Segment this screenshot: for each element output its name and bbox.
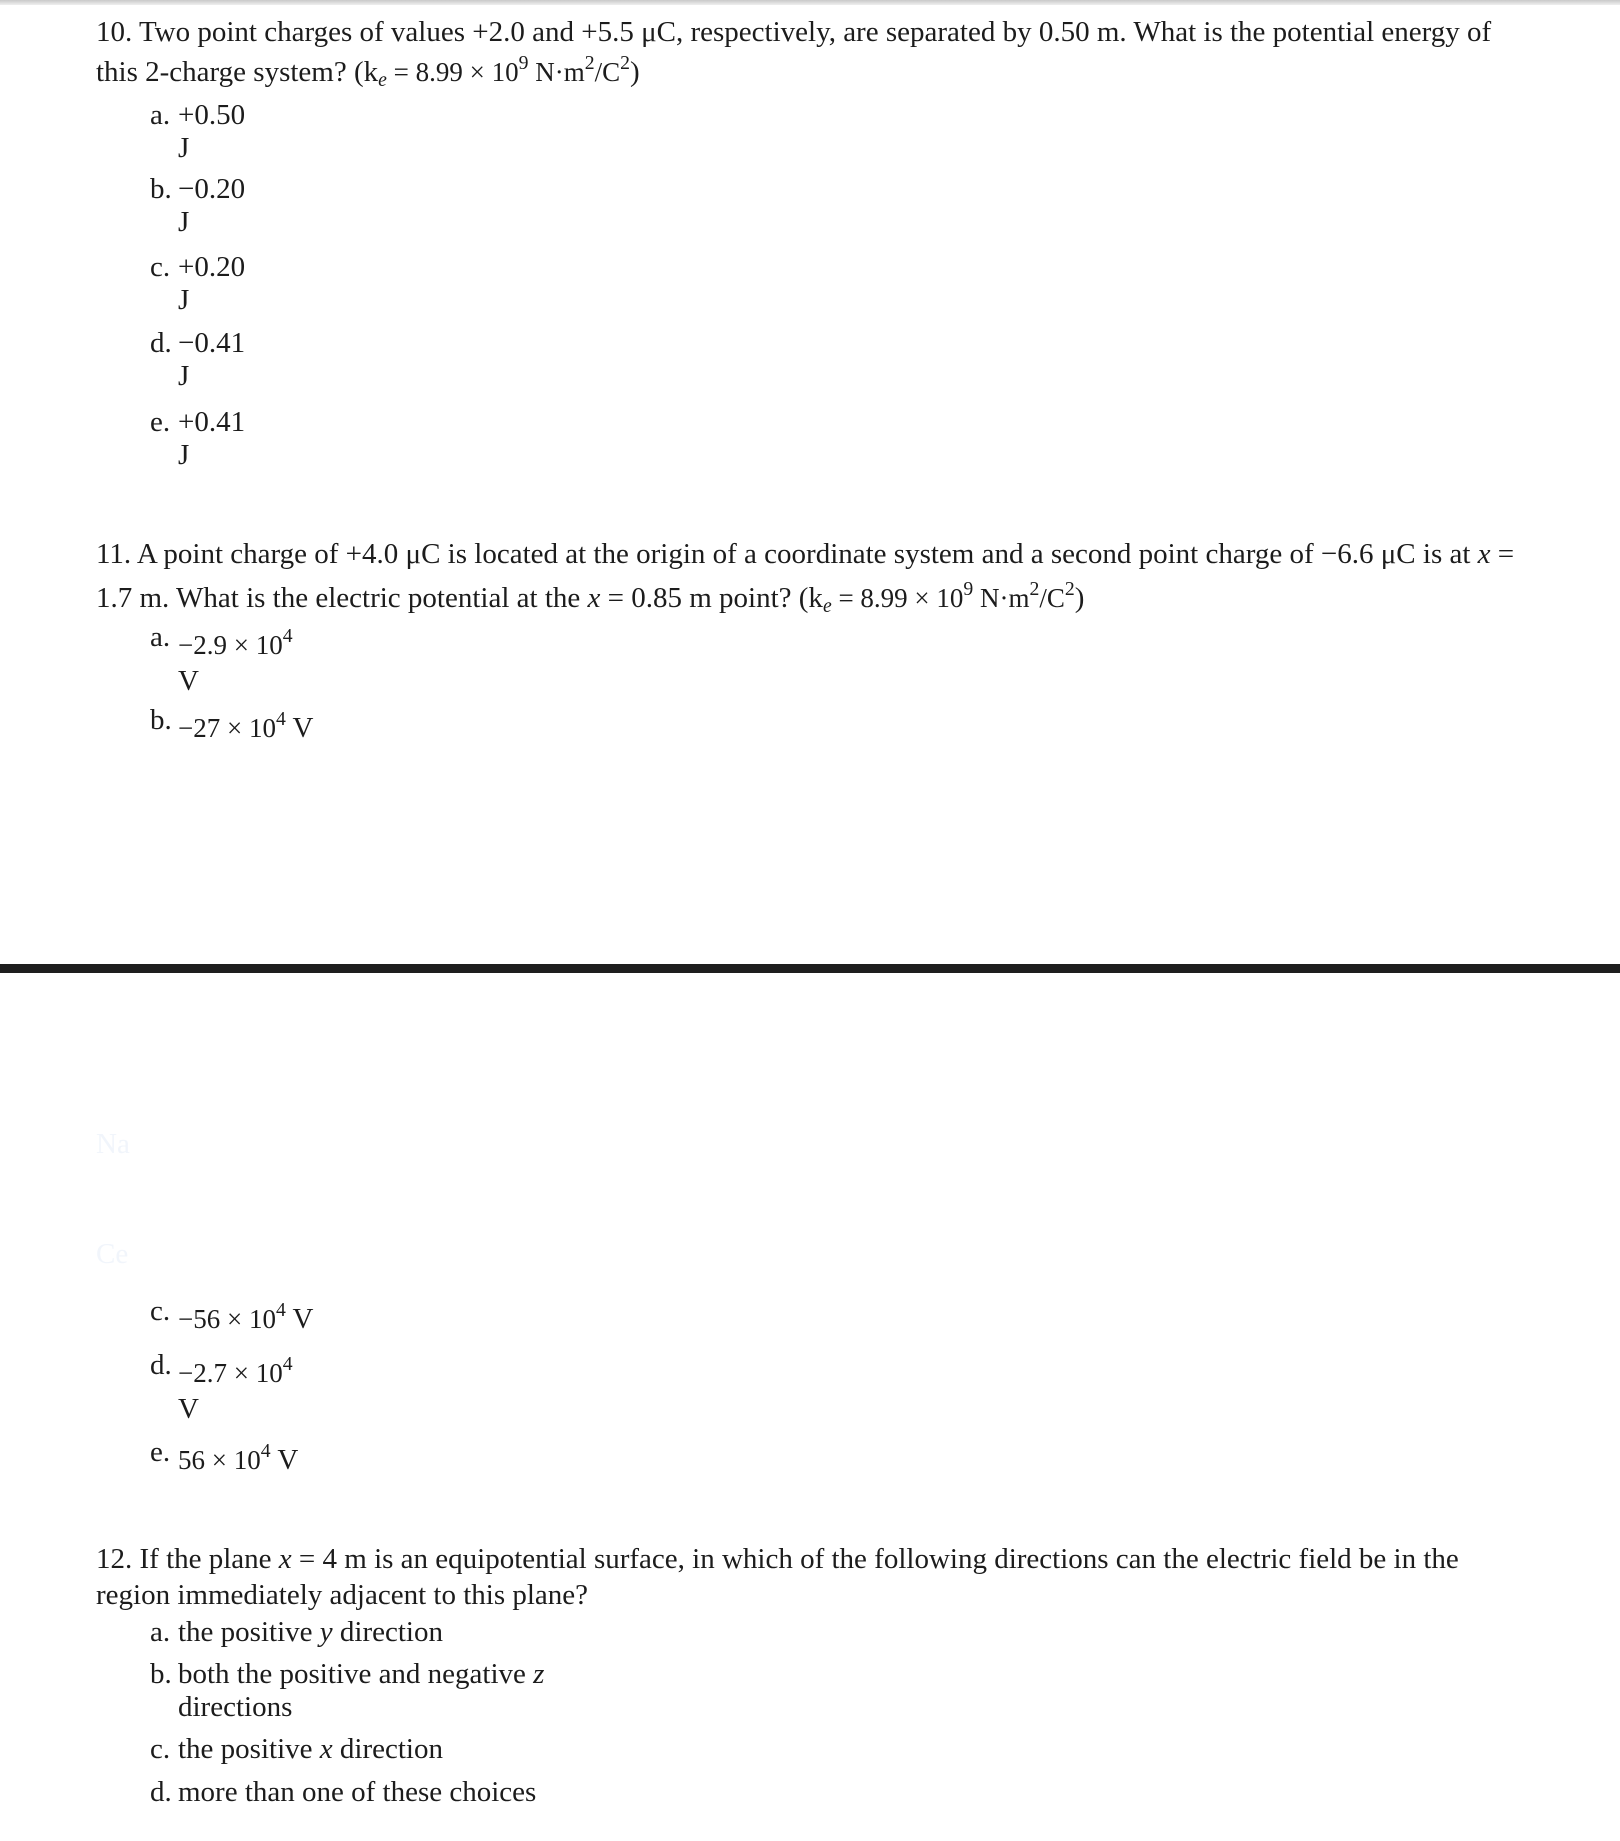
q10-option-d[interactable]: d. −0.41 J xyxy=(150,327,246,392)
faint-course-text: Ce xyxy=(96,1238,129,1270)
question-12-line-2: region immediately adjacent to this plane? xyxy=(96,1579,589,1611)
question-10-text xyxy=(96,12,1546,92)
q10-option-e[interactable]: e. +0.41 J xyxy=(150,406,246,471)
q12-option-c[interactable]: c. the positive x direction xyxy=(150,1733,443,1765)
q11-option-b[interactable]: b. $-27 \times 10^4$ V xyxy=(150,704,314,744)
question-11-line-2: 1.7 m. What is the electric potential at the x = 0.85 m point? ($k_e = 8.99 \times 10^9$ $N\cdot m^2/C^2$) xyxy=(96,577,1085,617)
question-10-line-2: this 2-charge system? ($k_e = 8.99 \times 10^9$ $N\cdot m^2/C^2$) xyxy=(96,51,640,91)
q11-option-c[interactable]: c. $-56 \times 10^4$ V xyxy=(150,1295,314,1335)
question-11-text xyxy=(96,532,1596,620)
page-break-divider xyxy=(0,964,1620,973)
question-11-line-1: 11. A point charge of +4.0 μC is located at the origin of a coordinate system and a second point charge of −6.6 μC is at x = xyxy=(96,538,1515,570)
top-border-line xyxy=(0,0,1620,5)
q12-option-d[interactable]: d. more than one of these choices xyxy=(150,1776,537,1808)
q10-option-a[interactable]: a. +0.50 J xyxy=(150,99,246,164)
faint-name-text: Na xyxy=(96,1128,130,1160)
question-12-line-1: 12. If the plane x = 4 m is an equipotential surface, in which of the following directions can the electric field be in the xyxy=(96,1543,1459,1575)
q10-option-c[interactable]: c. +0.20 J xyxy=(150,251,246,316)
q12-option-a[interactable]: a. the positive y direction xyxy=(150,1616,443,1648)
q12-option-b[interactable]: b. both the positive and negative z directions xyxy=(150,1658,545,1723)
q10-option-b[interactable]: b. −0.20 J xyxy=(150,173,246,238)
q11-option-e[interactable]: e. $56 \times 10^4$ V xyxy=(150,1436,299,1476)
q11-option-a[interactable]: a. $-2.9 \times 10^4$ V xyxy=(150,621,293,697)
question-12-text xyxy=(96,1541,1546,1613)
q11-option-d[interactable]: d. $-2.7 \times 10^4$ V xyxy=(150,1349,293,1425)
question-10-line-1: 10. Two point charges of values +2.0 and +5.5 μC, respectively, are separated by 0.50 m. What is the potential energy of xyxy=(96,16,1492,48)
